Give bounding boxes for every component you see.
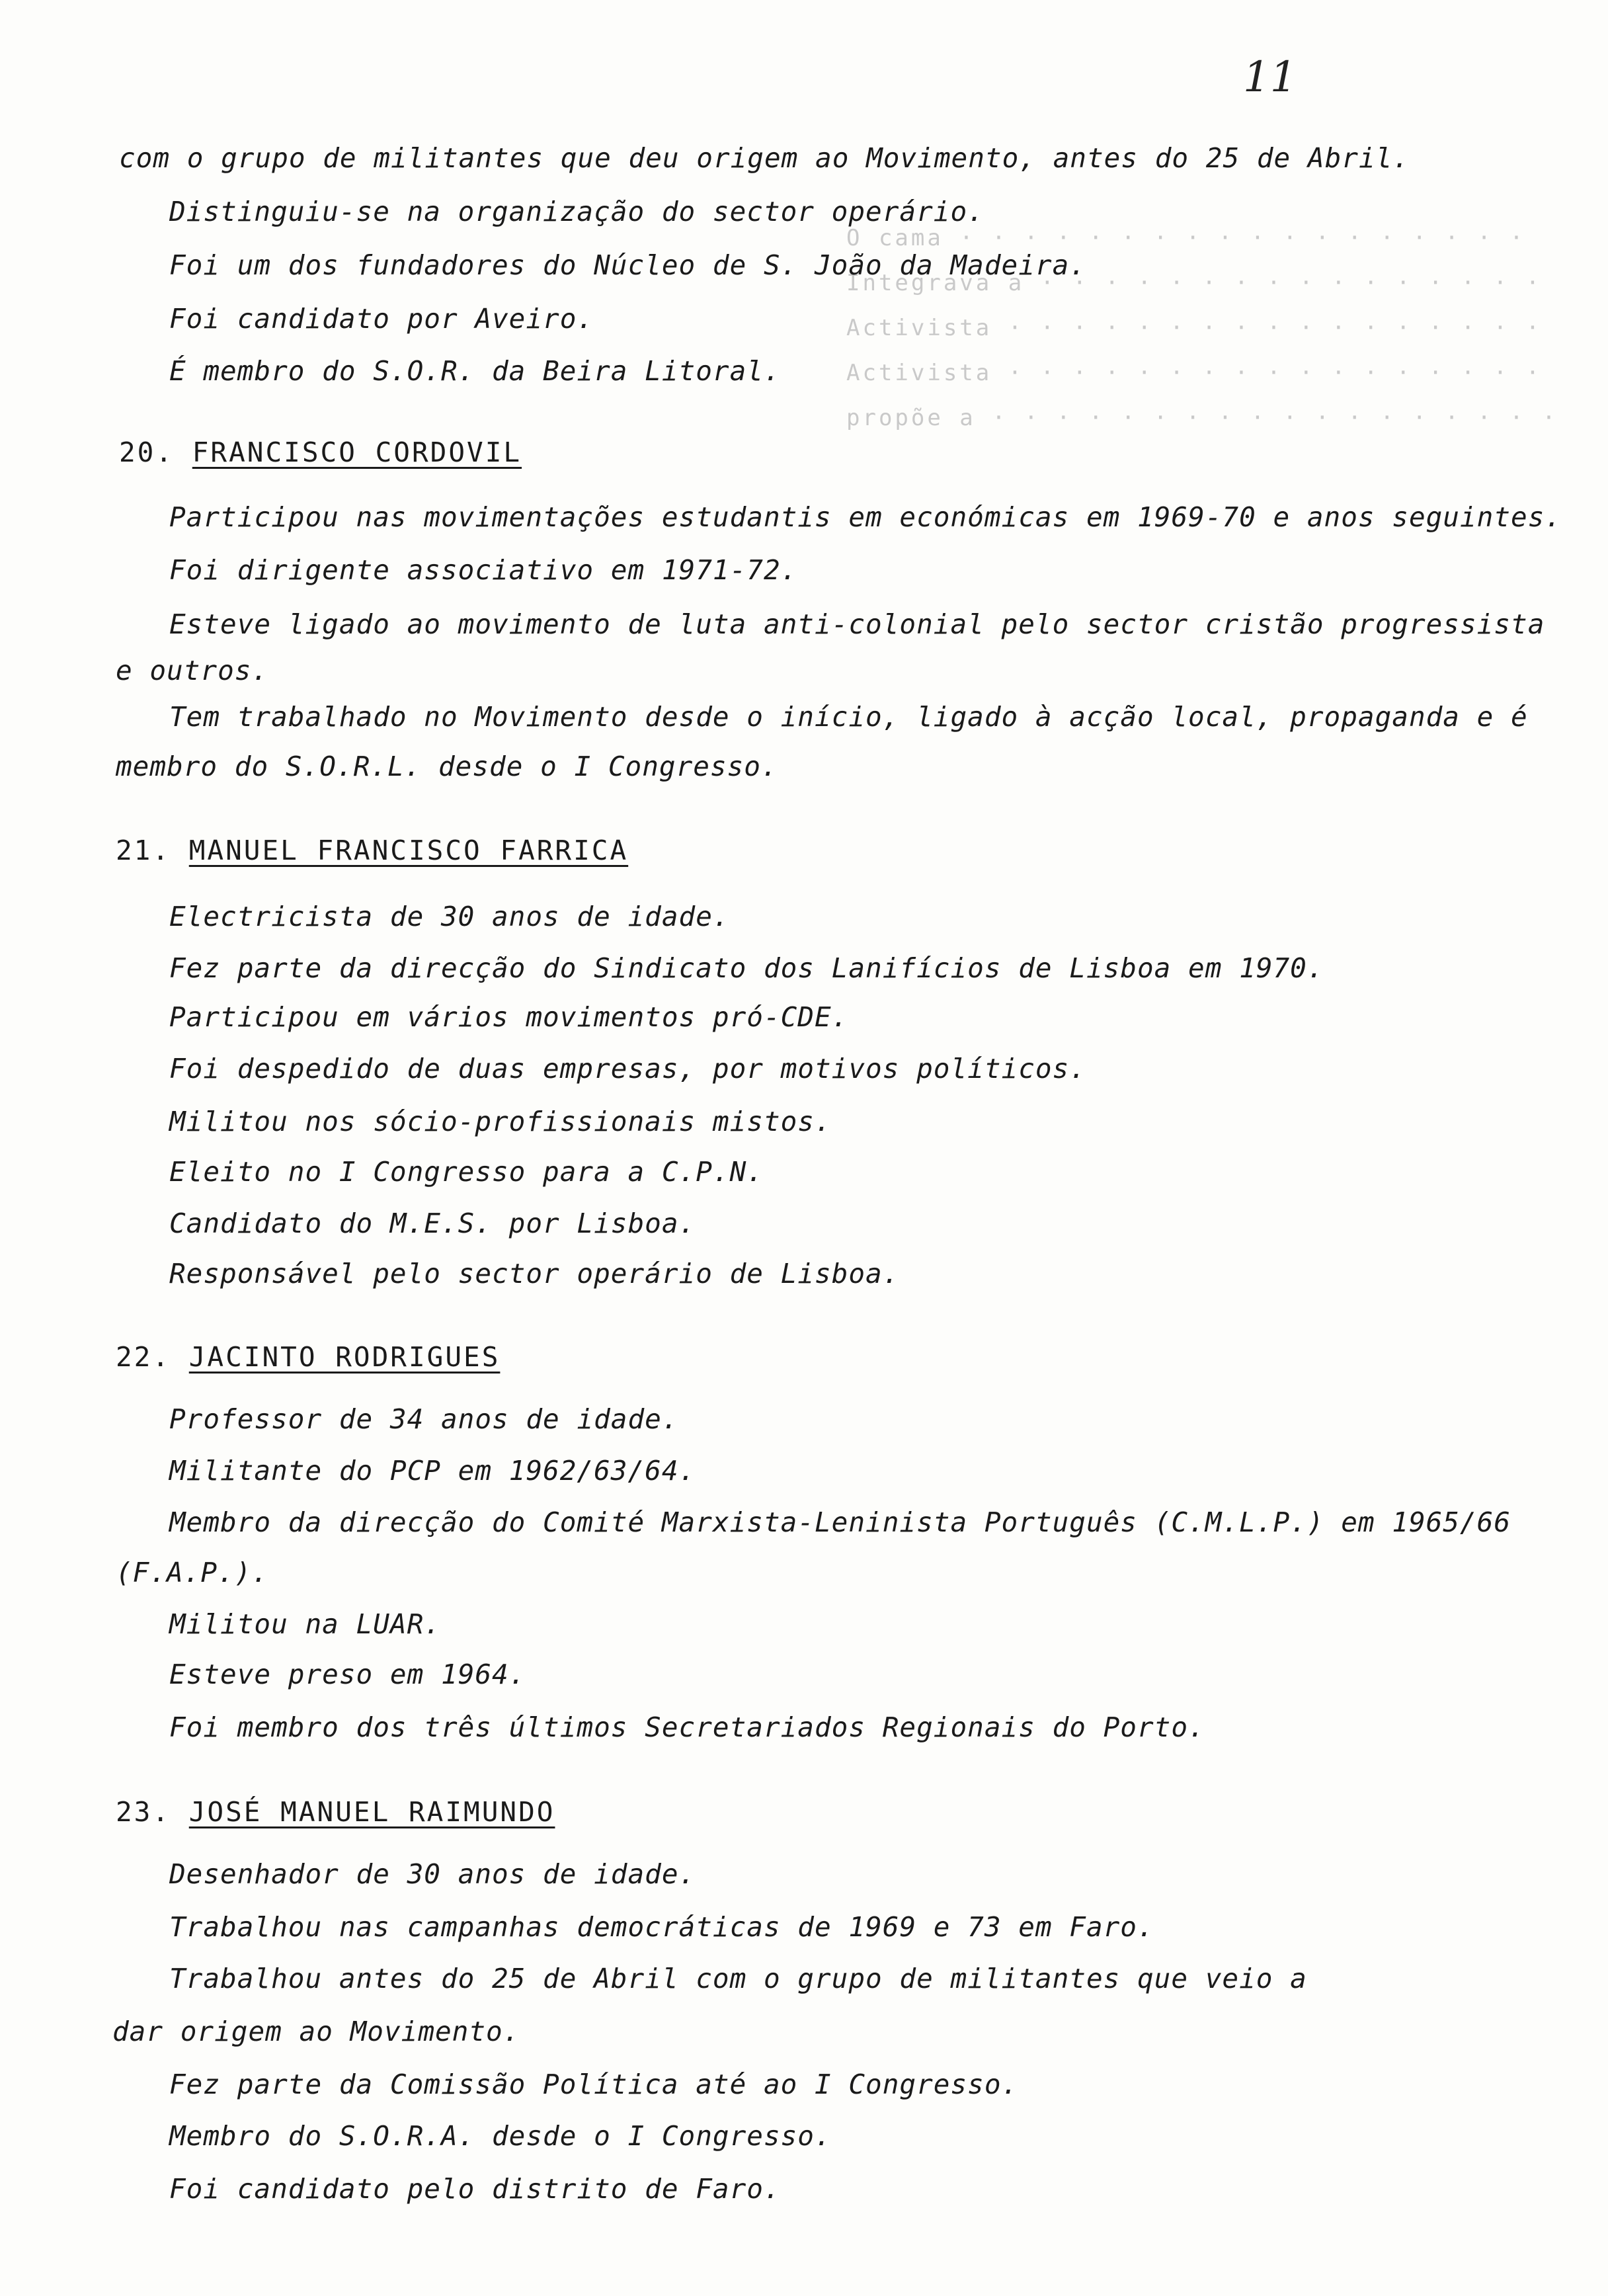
text-line: Fez parte da direcção do Sindicato dos Lanifícios de Lisboa em 1970. [169, 952, 1324, 984]
text-line: Foi candidato pelo distrito de Faro. [169, 2173, 781, 2205]
text-line: Militante do PCP em 1962/63/64. [169, 1455, 696, 1487]
entry-heading-21 [116, 835, 628, 866]
text-line: Participou em vários movimentos pró-CDE. [169, 1001, 849, 1033]
text-line: Militou nos sócio-profissionais mistos. [169, 1106, 832, 1137]
text-line: Tem trabalhado no Movimento desde o início, ligado à acção local, propaganda e é [169, 701, 1528, 733]
bleed-through-line: Activista · · · · · · · · · · · · · · · · · [846, 315, 1543, 341]
text-line: Foi despedido de duas empresas, por motivos políticos. [169, 1053, 1086, 1085]
text-line: e outros. [116, 655, 269, 686]
entry-heading-22 [116, 1341, 500, 1373]
entry-number: 20. [119, 436, 175, 468]
text-line: Fez parte da Comissão Política até ao I Congresso. [169, 2069, 1019, 2100]
text-line: Responsável pelo sector operário de Lisboa. [169, 1258, 900, 1290]
page-number: 11 [1243, 53, 1297, 102]
text-line: (F.A.P.). [116, 1557, 269, 1588]
text-line: Membro da direcção do Comité Marxista-Leninista Português (C.M.L.P.) em 1965/66 [169, 1506, 1511, 1538]
entry-name: JOSÉ MANUEL RAIMUNDO [188, 1796, 555, 1828]
bleed-through-line: O cama · · · · · · · · · · · · · · · · · · [846, 225, 1526, 251]
text-line: Foi candidato por Aveiro. [169, 303, 594, 335]
text-line: Distinguiu-se na organização do sector operário. [169, 196, 985, 227]
text-line: Trabalhou antes do 25 de Abril com o grupo de militantes que veio a [169, 1963, 1307, 1994]
entry-heading-23 [116, 1796, 555, 1828]
entry-number: 21. [116, 835, 171, 866]
text-line: Foi dirigente associativo em 1971-72. [169, 554, 798, 586]
bleed-through-line: Activista · · · · · · · · · · · · · · · · · [846, 360, 1543, 386]
text-line: Foi membro dos três últimos Secretariados Regionais do Porto. [169, 1711, 1205, 1743]
entry-name: FRANCISCO CORDOVIL [192, 436, 522, 468]
text-line: Esteve preso em 1964. [169, 1659, 526, 1690]
entry-heading-20 [119, 436, 522, 468]
bleed-through-line: Integrava a · · · · · · · · · · · · · · · · [846, 270, 1543, 296]
text-line: É membro do S.O.R. da Beira Litoral. [169, 355, 781, 387]
text-line: Militou na LUAR. [169, 1608, 441, 1640]
text-line: Membro do S.O.R.A. desde o I Congresso. [169, 2120, 832, 2152]
text-line: Participou nas movimentações estudantis em económicas em 1969-70 e anos seguintes. [169, 501, 1562, 533]
text-line: dar origem ao Movimento. [112, 2016, 520, 2047]
text-line: Eleito no I Congresso para a C.P.N. [169, 1156, 764, 1188]
entry-number: 23. [116, 1796, 171, 1828]
text-line: Trabalhou nas campanhas democráticas de 1969 e 73 em Faro. [169, 1911, 1154, 1943]
text-line: Desenhador de 30 anos de idade. [169, 1858, 696, 1890]
text-line: Electricista de 30 anos de idade. [169, 901, 730, 932]
text-line: membro do S.O.R.L. desde o I Congresso. [116, 751, 778, 782]
text-line: Esteve ligado ao movimento de luta anti-colonial pelo sector cristão progressista [169, 608, 1545, 640]
entry-name: MANUEL FRANCISCO FARRICA [188, 835, 629, 866]
text-line: Professor de 34 anos de idade. [169, 1403, 679, 1435]
text-line: Candidato do M.E.S. por Lisboa. [169, 1208, 696, 1239]
text-line: com o grupo de militantes que deu origem ao Movimento, antes do 25 de Abril. [119, 142, 1410, 174]
text-line: Foi um dos fundadores do Núcleo de S. João da Madeira. [169, 249, 1086, 281]
entry-number: 22. [116, 1341, 171, 1373]
entry-name: JACINTO RODRIGUES [188, 1341, 501, 1373]
bleed-through-line: propõe a · · · · · · · · · · · · · · · · · · [846, 405, 1558, 431]
